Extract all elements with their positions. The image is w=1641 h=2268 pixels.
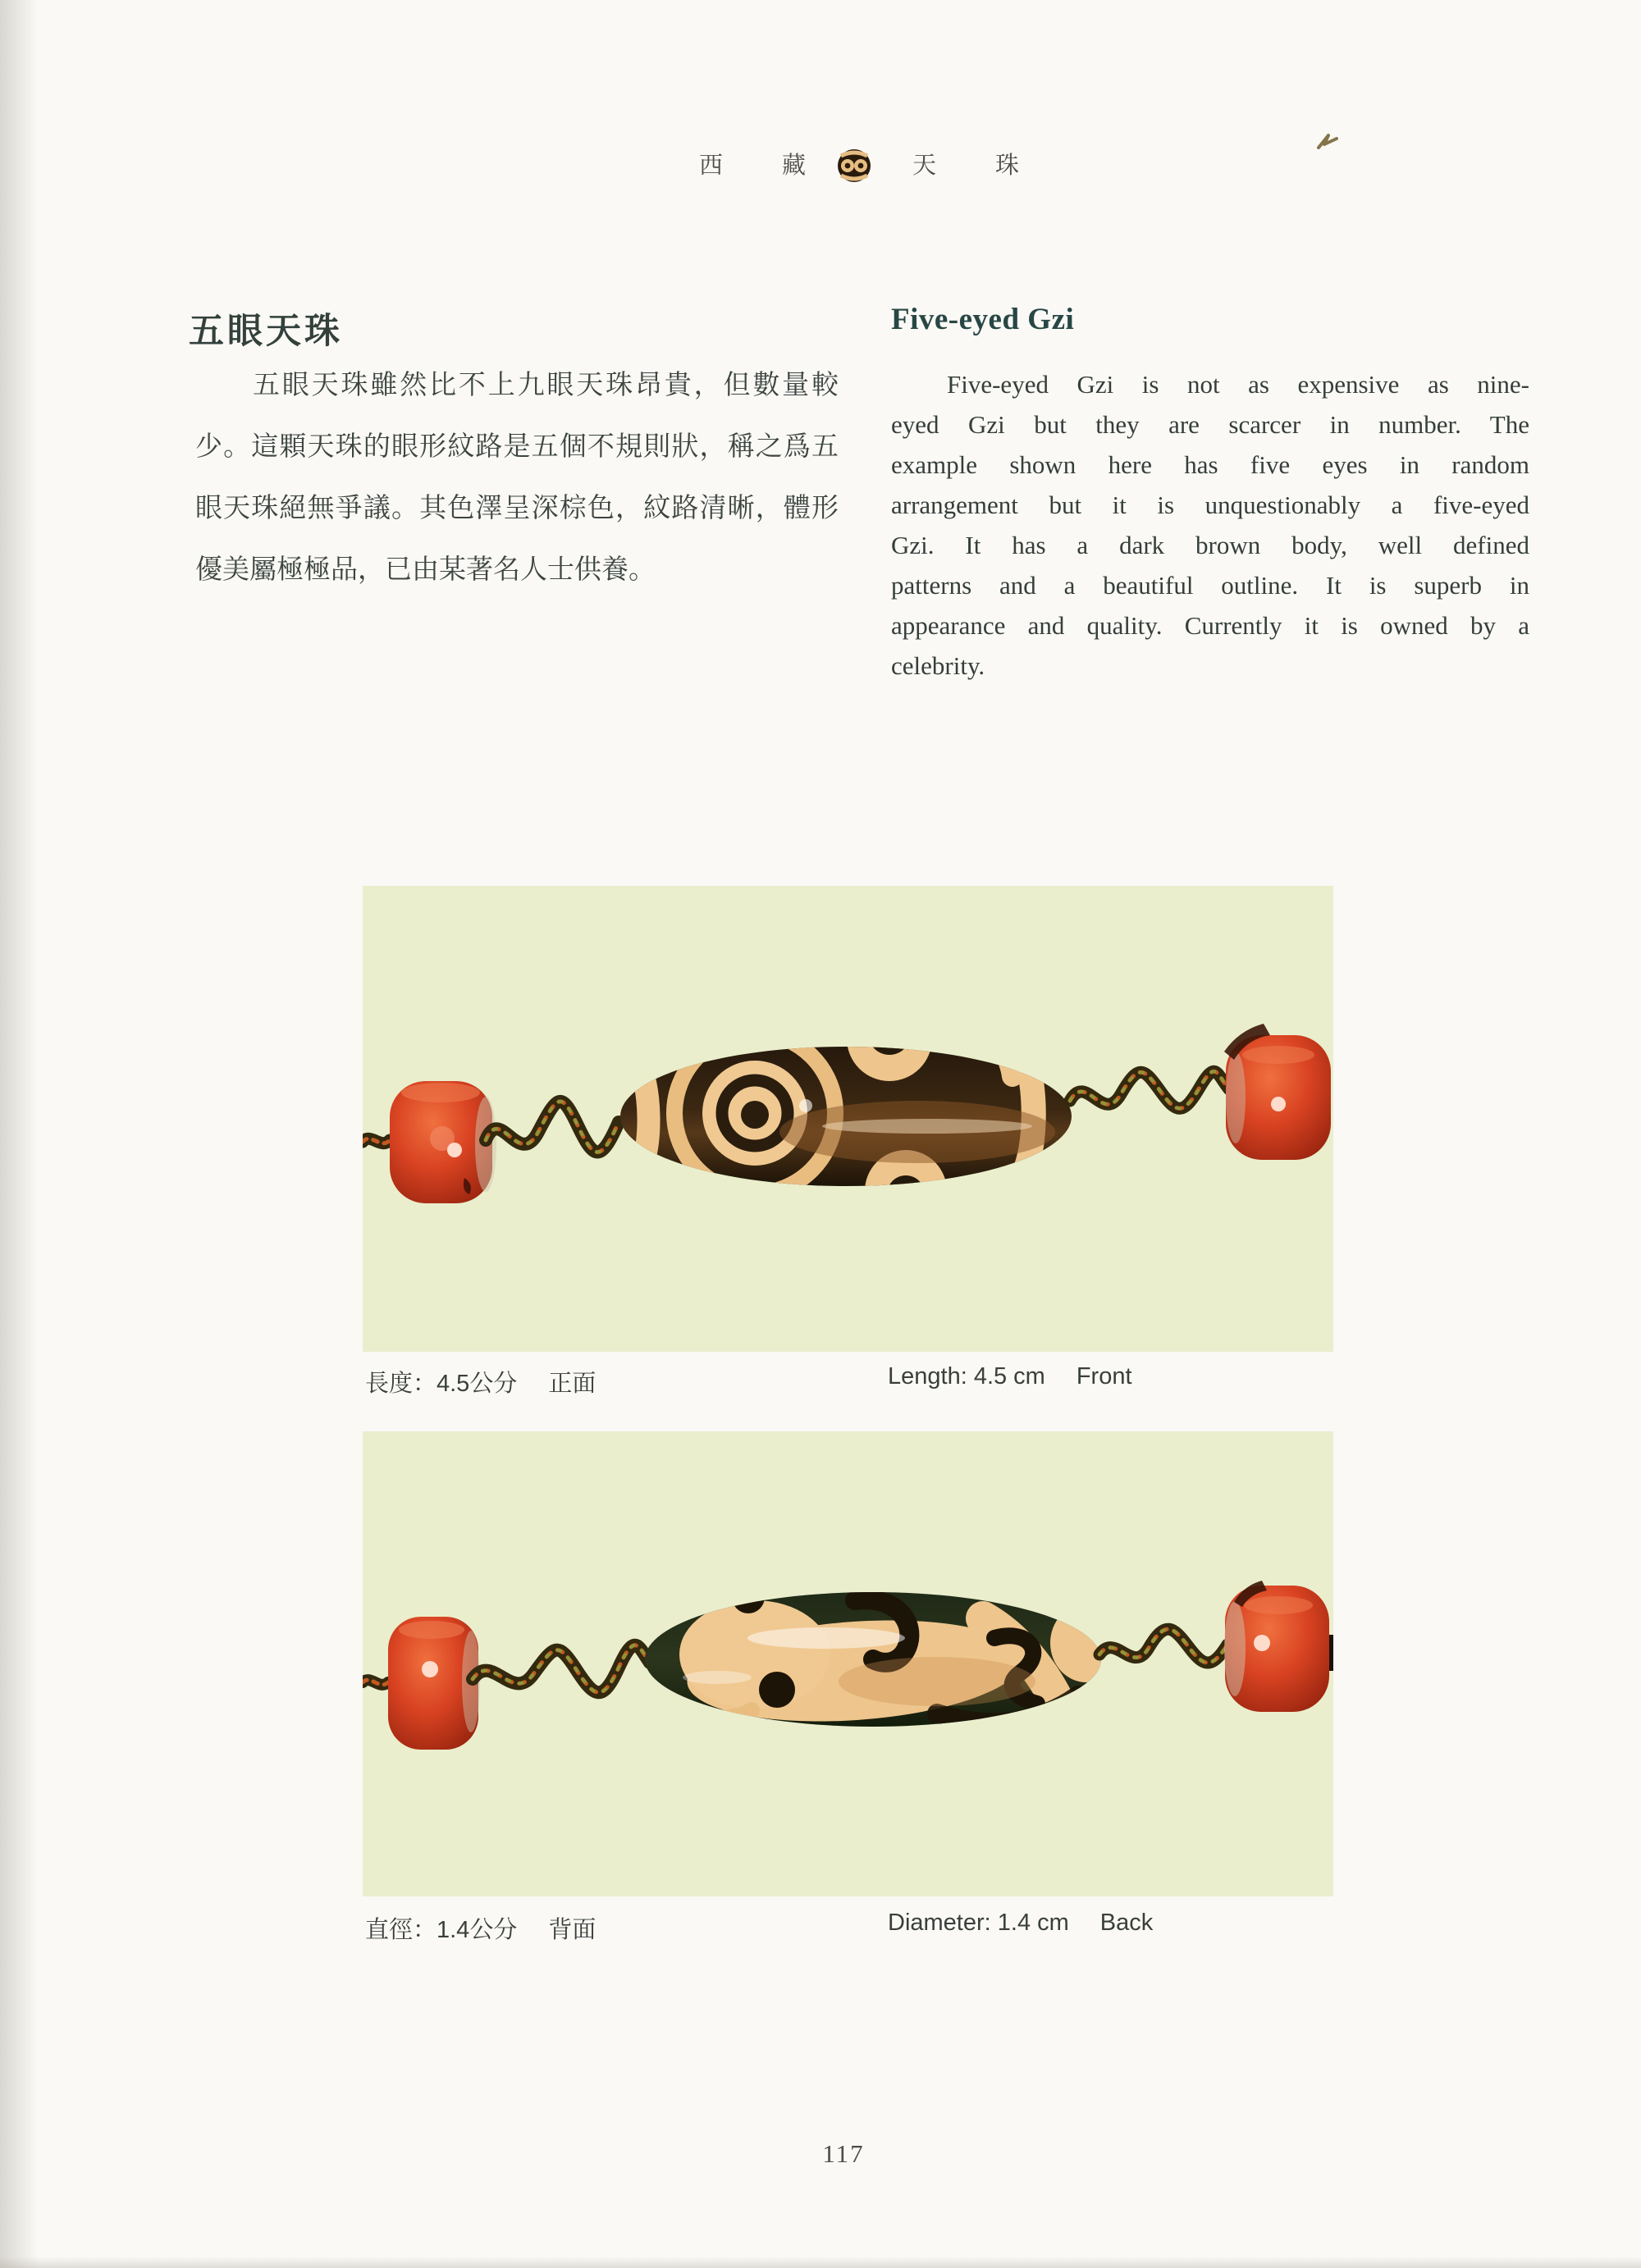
caption-label: 長度：4.5公分 bbox=[365, 1371, 518, 1397]
caption-front-zh bbox=[365, 1365, 596, 1399]
coral-bead-right bbox=[1224, 1581, 1333, 1712]
caption-view-label: Back bbox=[1099, 1910, 1154, 1936]
caption-label: Diameter: 1.4 cm bbox=[888, 1910, 1069, 1936]
coral-bead-right bbox=[1224, 1024, 1331, 1160]
caption-back-en bbox=[888, 1910, 1153, 1937]
text-line: celebrity. bbox=[891, 651, 985, 680]
dzi-bead-logo-icon bbox=[836, 148, 872, 184]
running-head bbox=[699, 148, 1019, 184]
running-head-char: 藏 bbox=[782, 153, 807, 179]
text-line: patterns and a beautiful outline. It is superb in bbox=[891, 571, 1529, 600]
decorative-squiggle-icon bbox=[1315, 131, 1340, 157]
running-head-char: 珠 bbox=[995, 153, 1020, 179]
caption-label: Length: 4.5 cm bbox=[888, 1363, 1045, 1390]
caption-front-en bbox=[888, 1363, 1132, 1390]
english-paragraph bbox=[891, 364, 1529, 686]
caption-label: 直徑：1.4公分 bbox=[365, 1917, 518, 1943]
page-number: 117 bbox=[822, 2139, 865, 2168]
cord-left-stub bbox=[363, 1680, 388, 1685]
page-bottom-edge-shading bbox=[0, 2257, 1641, 2268]
text-line: 五眼天珠雖然比不上九眼天珠昂貴，但數量較 bbox=[253, 371, 839, 400]
page-left-edge-shading bbox=[0, 0, 38, 2268]
caption-view-label: Front bbox=[1076, 1363, 1132, 1390]
photo-dzi-bead-back bbox=[363, 1431, 1333, 1896]
caption-view-label: 背面 bbox=[548, 1917, 597, 1943]
caption-back-zh bbox=[365, 1911, 596, 1945]
text-line: 優美屬極極品，已由某著名人士供養。 bbox=[195, 555, 656, 585]
text-line: appearance and quality. Currently it is owned by a bbox=[891, 611, 1529, 640]
photo-dzi-bead-front bbox=[363, 886, 1333, 1352]
running-head-char: 天 bbox=[912, 153, 937, 179]
text-line: 眼天珠絕無爭議。其色澤呈深棕色，紋路清晰，體形 bbox=[195, 494, 839, 523]
text-line: eyed Gzi but they are scarcer in number. The bbox=[891, 410, 1529, 439]
running-head-char: 西 bbox=[699, 153, 724, 179]
chinese-paragraph bbox=[195, 355, 839, 601]
text-line: 少。這顆天珠的眼形紋路是五個不規則狀，稱之爲五 bbox=[195, 432, 839, 462]
caption-view-label: 正面 bbox=[548, 1371, 597, 1397]
cord-left-stub bbox=[363, 1139, 390, 1143]
text-line: example shown here has five eyes in random bbox=[891, 450, 1529, 479]
text-line: Gzi. It has a dark brown body, well defined bbox=[891, 531, 1529, 559]
english-section-title: Five-eyed Gzi bbox=[891, 303, 1075, 336]
text-line: Five-eyed Gzi is not as expensive as nine- bbox=[947, 370, 1529, 399]
text-line: arrangement but it is unquestionably a five-eyed bbox=[891, 491, 1529, 519]
chinese-section-title: 五眼天珠 bbox=[189, 313, 343, 351]
coral-bead-left bbox=[388, 1617, 480, 1750]
